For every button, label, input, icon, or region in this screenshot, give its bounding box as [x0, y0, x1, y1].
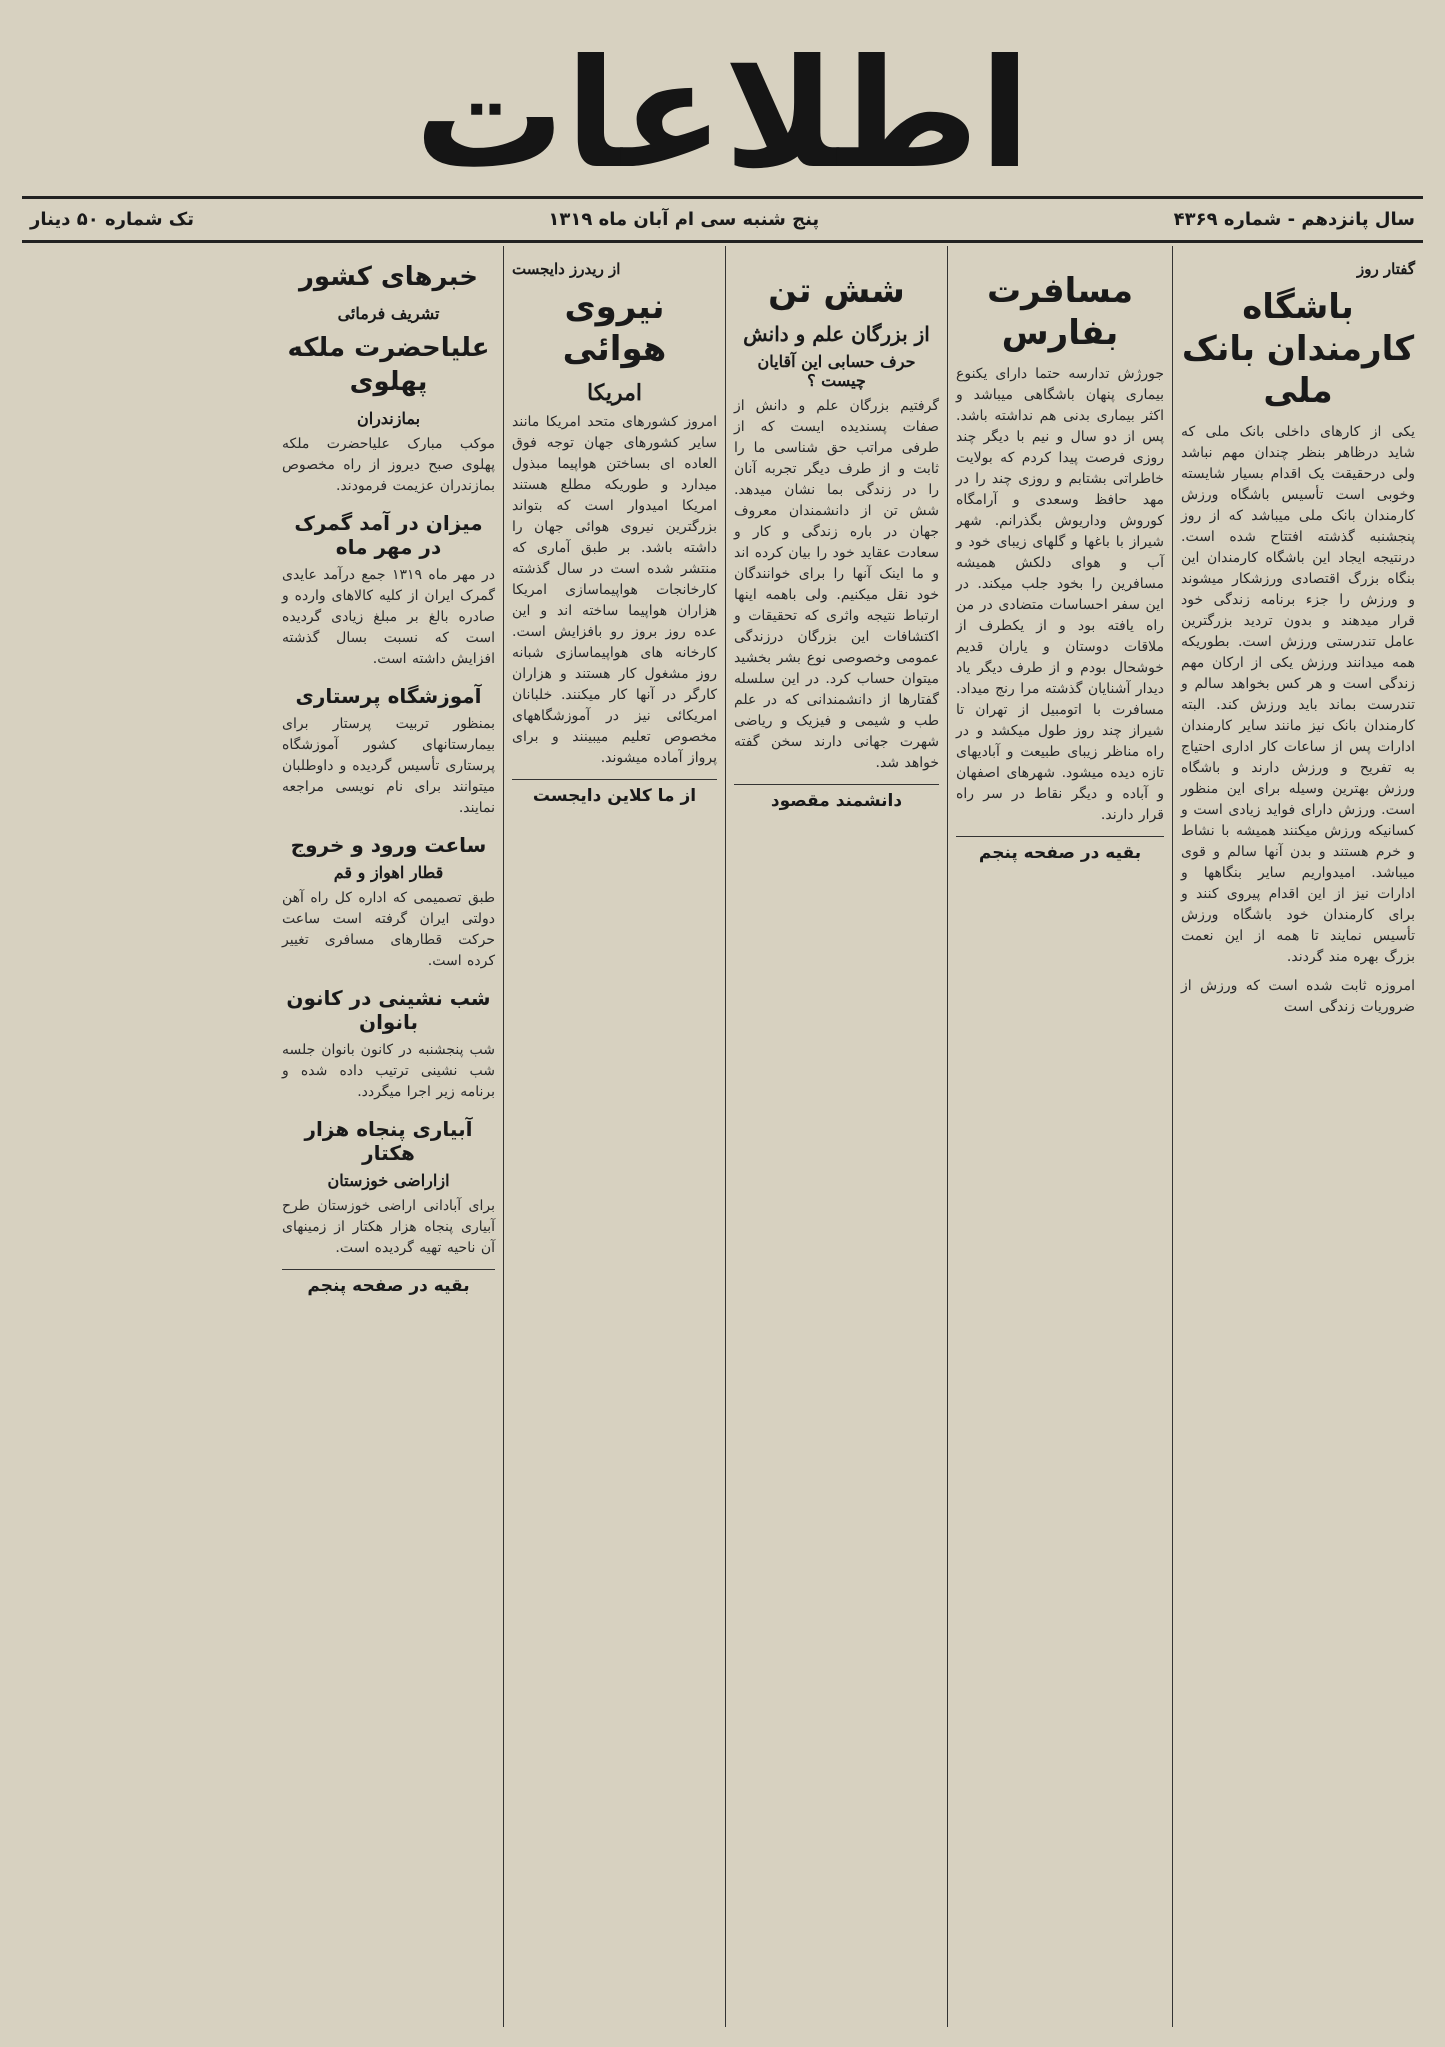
- airforce-kicker: از ریدرز دایجست: [512, 260, 621, 278]
- airforce-sub: امریکا: [586, 380, 642, 406]
- issue-number: سال پانزدهم - شماره ۴۳۶۹: [1173, 208, 1415, 230]
- issue-date: پنج شنبه سی ام آبان ماه ۱۳۱۹: [548, 208, 820, 230]
- scientists-headline: شش تن: [768, 271, 905, 311]
- news-train-head: ساعت ورود و خروج: [290, 833, 487, 857]
- editorial-headline: باشگاه کارمندان بانک ملی: [1181, 287, 1415, 411]
- issue-price: تک شماره ۵۰ دینار: [30, 208, 194, 230]
- editorial-closing: امروزه ثابت شده است که ورزش از ضروریات زندگی است: [1181, 978, 1415, 1015]
- column-travel: [948, 246, 1173, 2027]
- travel-headline: مسافرت بفارس: [987, 271, 1133, 353]
- scientists-text: گرفتیم بزرگان علم و دانش از صفات پسندیده ایست که از طرفی مراتب حق شناسی ما را ثابت و از طرف دیگر تجربه آنان را در زندگی بما نشان میدهد. شش تن از دانشمندان معروف جهان در باره زندگی و کار و سعادت عقاید خود را بیان کرده اند و ما اینک آنها را برای خوانندگان خود نقل میکنیم. ولی باهمه اینها ارتباط نتیجه واثری که تحقیقات و اکتشافات این بزرگان درزندگی عمومی وخصوصی نوع بشر بخشید میتوان حساب کرد. در این سلسله گفتارها از دانشمندانی که در علم طب و شیمی و فیزیک و ریاضی شهرت جهانی دارند سخن گفته خواهد شد.: [734, 398, 939, 771]
- dateline: [30, 204, 1415, 234]
- news-royal-text: موکب مبارک علیاحضرت ملکه پهلوی صبح دیروز از راه مخصوص بمازندران عزیمت فرمودند.: [282, 436, 495, 494]
- news-irrigation-sub: ازاراضی خوزستان: [327, 1171, 450, 1190]
- scientists-footer: دانشمند مقصود: [734, 784, 939, 811]
- scientists-sub2: حرف حسابی این آقایان چیست ؟: [757, 352, 916, 390]
- news-train-sub: قطار اهواز و قم: [333, 863, 444, 882]
- airforce-text: امروز کشورهای متحد امریکا مانند سایر کشورهای جهان توجه فوق العاده ای بساختن هواپیما مبذول میدارد و طوریکه مطلع هستند امریکا امیدوار است که بتواند بزرگترین نیروی هوائی جهان را داشته باشد. بر طبق آماری که منتشر شده است در سال گذشته کارخانجات هواپیماسازی امریکا هزاران هواپیما ساخته اند و این عده روز بروز رو بافزایش است. کارخانه های هواپیماسازی شبانه روز مشغول کار هستند و هزاران کارگر در آنها کار میکنند. خلبانان امریکائی نیز در آموزشگاههای مخصوص تعلیم میبینند و برای پرواز آماده میشوند.: [512, 414, 717, 766]
- column-editorial: [1173, 246, 1423, 2027]
- news-train-text: طبق تصمیمی که اداره کل راه آهن دولتی ایران گرفته است ساعت حرکت قطارهای مسافری تغییر کرده است.: [282, 890, 495, 969]
- column-domestic-news: [274, 246, 504, 2027]
- news-women-text: شب پنجشنبه در کانون بانوان جلسه شب نشینی ترتیب داده شده و برنامه زیر اجرا میگردد.: [282, 1042, 495, 1100]
- news-headline: خبرهای کشور: [298, 262, 479, 292]
- dateline-rule: [22, 240, 1423, 243]
- news-women-head: شب نشینی در کانون بانوان: [286, 986, 491, 1034]
- news-nursing-text: بمنظور تربیت پرستار برای بیمارستانهای کشور آموزشگاه پرستاری تأسیس گردیده و داوطلبان میتوانند برای نام نویسی مراجعه نمایند.: [282, 716, 495, 816]
- news-irrigation-text: برای آبادانی اراضی خوزستان طرح آبیاری پنجاه هزار هکتار از زمینهای آن ناحیه تهیه گردیده است.: [282, 1198, 495, 1256]
- columns: [22, 246, 1423, 2027]
- news-royal-headline: علیاحضرت ملکه پهلوی: [287, 333, 490, 397]
- masthead-title: اطلاعات: [414, 28, 1031, 202]
- editorial-kicker: گفتار روز: [1356, 260, 1415, 278]
- column-airforce: [504, 246, 726, 2027]
- news-royal-sub2: بمازندران: [356, 409, 421, 428]
- masthead: [0, 28, 1445, 202]
- news-irrigation-head: آبیاری پنجاه هزار هکتار: [304, 1117, 473, 1165]
- airforce-headline: نیروی هوائی: [562, 287, 667, 369]
- travel-continued: بقیه در صفحه پنجم: [956, 836, 1164, 863]
- news-nursing-head: آموزشگاه پرستاری: [295, 684, 482, 708]
- travel-text: جورژش تدارسه حتما دارای یکنوع بیماری پنهان باشگاهی میباشد و اکثر بیماری بدنی هم نداشته باشد. پس از دو سال و نیم با دیگر چند روزی فرصت پیدا کردم که بولایت خاطراتی بشتابم و روزی چند را در مهد حافظ وسعدی و آرامگاه کوروش وداریوش بگذرانم. شهر شیراز با باغها و گلهای زیبای خود و آب و هوای دلکش همیشه مسافرین را بخود جلب میکند. در این سفر احساسات متضادی در من راه یافته بود و از یکطرف از ملاقات دوستان و یاران قدیم خوشحال بودم و از طرف دیگر یاد دیدار آشنایان گذشته مرا رنج میداد. مسافرت با اتومبیل از تهران تا شیراز چند روز طول میکشد و در راه مناظر زیبای طبیعت و آبادیهای تازه دیده میشود. شهرهای اصفهان و آباده و دیگر نقاط در سر راه قرار دارند.: [956, 366, 1164, 823]
- scientists-sub: از بزرگان علم و دانش: [743, 322, 930, 346]
- top-rule: [22, 196, 1423, 199]
- news-royal-sub: تشریف فرمائی: [337, 304, 440, 323]
- editorial-text: یکی از کارهای داخلی بانک ملی که شاید درظاهر بنظر چندان مهم نباشد ولی درحقیقت یک اقدام بسیار شایسته وخوبی است تأسیس باشگاه ورزش کارمندان بانک ملی میباشد که از روز پنجشنبه گذشته افتتاح شده است. درنتیجه ایجاد این باشگاه کارمندان این بنگاه بزرگ اقتصادی ورزشکار میشوند و ورزش را جزء برنامه زندگی خود قرار میدهند و بدون تردید بزرگترین عامل تندرستی ورزش است. بطوریکه همه میدانند ورزش یکی از ارکان مهم زندگی است و هر کس بخواهد سالم و تندرست بماند باید ورزش کند. البته کارمندان بانک نیز مانند سایر کارمندان ادارات پس از ساعات کار اداری احتیاج به تفریح و ورزش دارند و باشگاه ورزش بهترین وسیله برای این منظور است. ورزش دارای فواید زیادی است و کسانیکه ورزش میکنند همیشه با نشاط و خرم هستند و بدن آنها سالم و قوی میباشد. امیدواریم سایر بنگاهها و ادارات نیز از این اقدام پیروی کنند و برای کارمندان خود باشگاه ورزش تأسیس نمایند تا همه از این نعمت بزرگ بهره مند گردند.: [1181, 424, 1415, 965]
- airforce-footer: از ما کلاین دایجست: [512, 779, 717, 806]
- news-customs-head: میزان در آمد گمرک در مهر ماه: [294, 511, 483, 559]
- news-customs-text: در مهر ماه ۱۳۱۹ جمع درآمد عایدی گمرک ایران از کلیه کالاهای وارده و صادره بالغ بر مبلغ زیادی گردیده است که نسبت بسال گذشته افزایش داشته است.: [282, 567, 495, 667]
- column-scientists: [726, 246, 948, 2027]
- news-continued: بقیه در صفحه پنجم: [282, 1269, 495, 1296]
